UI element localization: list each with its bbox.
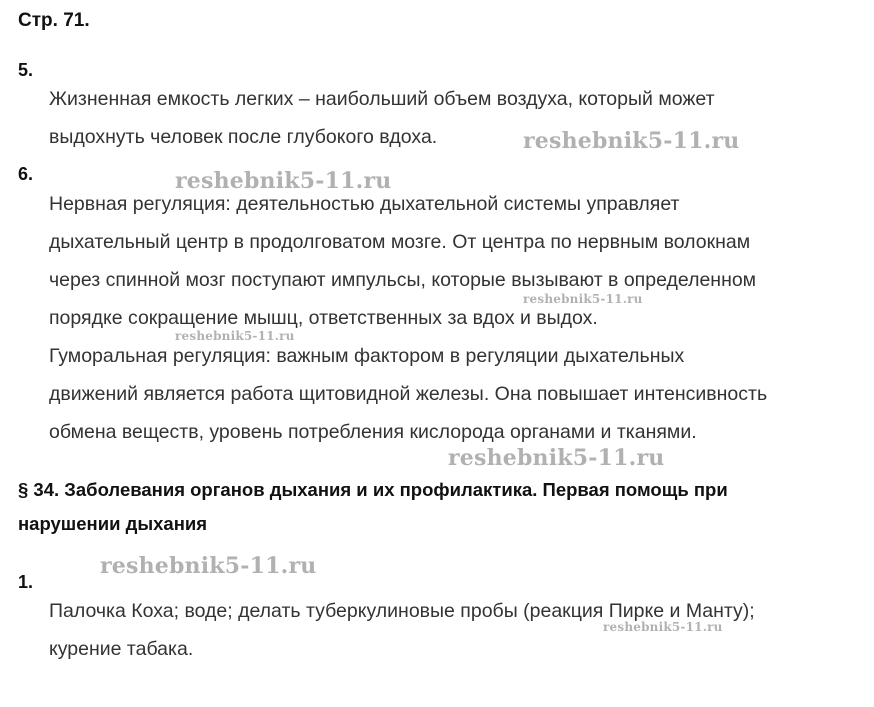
item-6-line-2: дыхательный центр в продолговатом мозге. От центра по нервным волокнам [49,231,751,253]
section-heading-line-1: § 34. Заболевания органов дыхания и их профилактика. Первая помощь при [18,479,728,500]
watermark: reshebnik5-11.ru [523,128,740,154]
watermark: reshebnik5-11.ru [523,292,643,306]
item-6-line-6: движений является работа щитовидной железы. Она повышает интенсивность [49,383,768,405]
page-title: Стр. 71. [18,10,90,31]
watermark: reshebnik5-11.ru [175,168,392,194]
item-number-5: 5. [18,60,34,80]
item-6-line-1: Нервная регуляция: деятельностью дыхательной системы управляет [49,193,680,215]
item-5-line-1: Жизненная емкость легких – наибольший объем воздуха, который может [49,88,715,110]
watermark: reshebnik5-11.ru [100,553,317,579]
item-6-line-3: через спинной мозг поступают импульсы, которые вызывают в определенном [49,269,757,291]
item-6-line-7: обмена веществ, уровень потребления кислорода органами и тканями. [49,421,697,443]
section-item-number-1: 1. [18,572,34,592]
item-6-line-5: Гуморальная регуляция: важным фактором в регуляции дыхательных [49,345,685,367]
section-item-1-line-2: курение табака. [49,638,194,660]
item-number-6: 6. [18,164,34,184]
watermark: reshebnik5-11.ru [448,445,665,471]
section-item-1-line-1: Палочка Коха; воде; делать туберкулиновые пробы (реакция Пирке и Манту); [49,600,755,622]
item-5-line-2: выдохнуть человек после глубокого вдоха. [49,126,438,148]
section-heading-line-2: нарушении дыхания [18,513,208,534]
watermark: reshebnik5-11.ru [175,329,295,343]
item-6-line-4: порядке сокращение мышц, ответственных за вдох и выдох. [49,307,598,329]
watermark: reshebnik5-11.ru [603,620,723,634]
